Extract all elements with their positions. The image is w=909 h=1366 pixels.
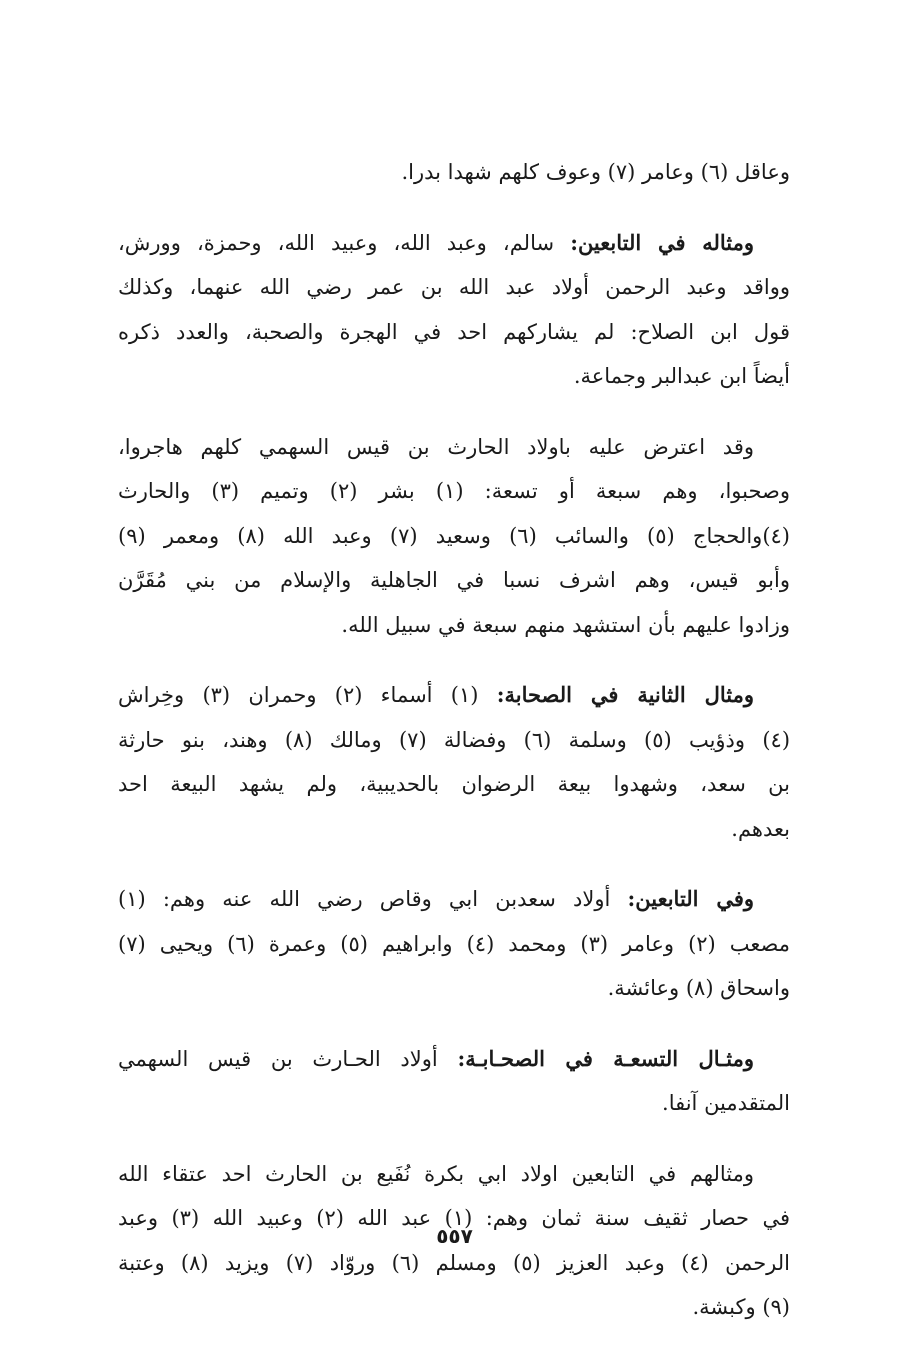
- paragraph-nine-companions: [118, 1037, 790, 1126]
- text-fragment: سالم، وعبد الله، وعبيد الله، وحمزة، وورش،: [118, 230, 571, 255]
- text-line: واسحاق (٨) وعائشة.: [607, 976, 790, 1000]
- text-line: بن سعد، وشهدوا بيعة الرضوان بالحديبية، ولم يشهد البيعة احد: [118, 772, 790, 796]
- page-body: [118, 150, 790, 1356]
- text-line: أيضاً ابن عبدالبر وجماعة.: [573, 364, 790, 388]
- text-line: في حصار ثقيف سنة ثمان وهم: (١) عبد الله (٢) وعبيد الله (٣) وعبد: [118, 1206, 791, 1230]
- paragraph-followers-example: [118, 221, 790, 399]
- text-line: وواقد وعبد الرحمن أولاد عبد الله بن عمر رضي الله عنهما، وكذلك: [118, 275, 790, 299]
- paragraph-followers-saad: [118, 877, 790, 1011]
- text-fragment: أولاد سعدبن ابي وقاص رضي الله عنه وهم: (١): [118, 887, 628, 911]
- paragraph-second-companions: [118, 673, 790, 851]
- text-fragment: (١) أسماء (٢) وحمران (٣) وخِراش: [118, 683, 497, 707]
- text-line: [118, 877, 790, 922]
- text-line: قول ابن الصلاح: لم يشاركهم احد في الهجرة والصحبة، والعدد ذكره: [118, 319, 790, 344]
- text-line: ومثالهم في التابعين اولاد ابي بكرة نُفَيع بن الحارث احد عتقاء الله: [118, 1161, 754, 1186]
- text-line: [118, 673, 790, 718]
- text-fragment: أولاد الحـارث بن قيس السهمي: [118, 1046, 458, 1071]
- paragraph-lead: وفي التابعين:: [627, 886, 755, 911]
- text-line: [118, 1037, 790, 1082]
- paragraph-lead: ومثـال التسعـة في الصحـابـة:: [457, 1045, 754, 1071]
- text-line: الرحمن (٤) وعبد العزيز (٥) ومسلم (٦) وروّاد (٧) ويزيد (٨) وعتبة: [118, 1250, 790, 1275]
- text-line: وأبو قيس، وهم اشرف نسبا في الجاهلية والإسلام من بني مُقَرَّن: [118, 568, 790, 592]
- text-line: (٩) وكبشة.: [692, 1295, 790, 1319]
- paragraph-lead: ومثال الثانية في الصحابة:: [496, 682, 755, 707]
- paragraph-objection: [118, 425, 790, 648]
- text-line: (٤) وذؤيب (٥) وسلمة (٦) وفضالة (٧) ومالك (٨) وهند، بنو حارثة: [118, 727, 791, 752]
- text-line: وزادوا عليهم بأن استشهد منهم سبعة في سبيل الله.: [341, 612, 790, 637]
- text-line: (٤)والحجاج (٥) والسائب (٦) وسعيد (٧) وعبد الله (٨) ومعمر (٩): [118, 523, 790, 548]
- text-line: وقد اعترض عليه باولاد الحارث بن قيس السهمي كلهم هاجروا،: [118, 434, 754, 459]
- text-line: بعدهم.: [731, 816, 790, 841]
- paragraph-lead: ومثاله في التابعين:: [570, 229, 755, 255]
- text-line: المتقدمين آنفا.: [662, 1091, 790, 1115]
- text-line: وعاقل (٦) وعامر (٧) وعوف كلهم شهدا بدرا.: [401, 160, 790, 184]
- text-line: وصحبوا، وهم سبعة أو تسعة: (١) بشر (٢) وتميم (٣) والحارث: [118, 479, 790, 503]
- text-line: مصعب (٢) وعامر (٣) ومحمد (٤) وابراهيم (٥) وعمرة (٦) ويحيى (٧): [118, 931, 790, 956]
- paragraph-intro: [118, 150, 790, 195]
- page-number: ٥٥٧: [436, 1224, 473, 1248]
- text-line: [118, 221, 790, 266]
